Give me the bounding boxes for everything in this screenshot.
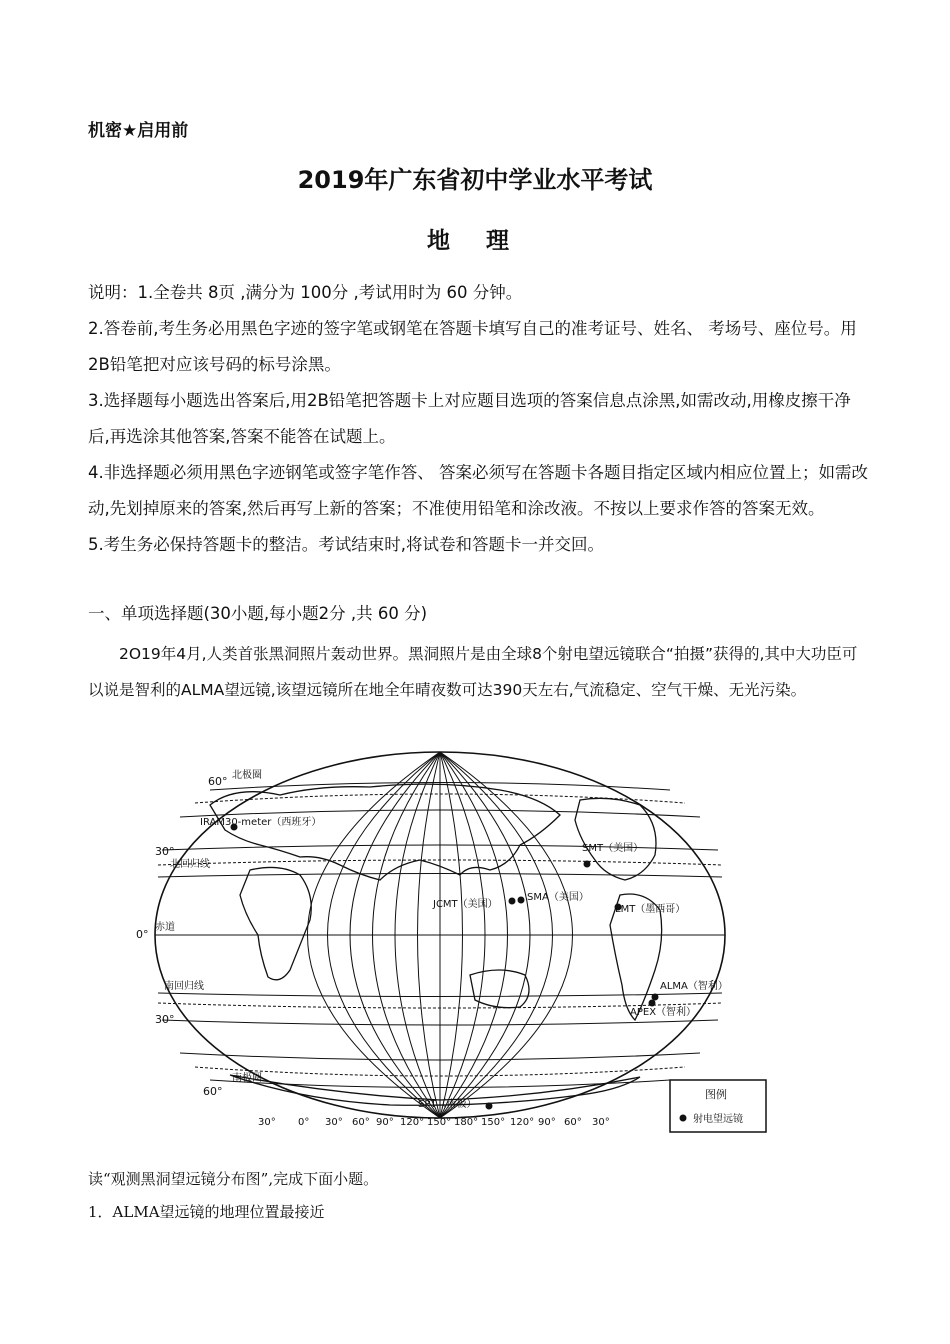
lon-label: 60° (564, 1117, 582, 1128)
telescope-label-sma: SMA（美国） (527, 892, 589, 903)
zone-label-cancer: 北回归线 (170, 859, 210, 870)
zone-label-antarctic: 南极圈 (232, 1073, 262, 1084)
lon-label: 150° (427, 1117, 452, 1128)
lon-label: 90° (376, 1117, 394, 1128)
lon-label: 0° (298, 1117, 310, 1128)
exam-title: 2019年广东省初中学业水平考试 (297, 166, 653, 194)
telescope-label-apex: APEX（智利） (630, 1007, 697, 1018)
zone-label-arctic: 北极圈 (232, 770, 262, 781)
lon-label: 60° (352, 1117, 370, 1128)
world-map (136, 745, 780, 1140)
legend-title: 图例 (705, 1088, 727, 1101)
lat-label-30n: 30° (155, 845, 175, 858)
australia-shape (470, 970, 529, 1008)
lat-label-60n: 60° (208, 775, 228, 788)
confidential-label: 机密★启用前 (88, 121, 189, 141)
lat-label-0: 0° (136, 928, 149, 941)
telescope-dot-sma (518, 897, 525, 904)
subject-title: 地 理 (426, 228, 523, 254)
instructions (88, 275, 868, 563)
telescope-dot-jcmt (509, 898, 516, 905)
telescope-label-iram: IRAM30-meter（西班牙） (200, 817, 322, 828)
lon-label: 120° (400, 1117, 425, 1128)
telescope-dot-spt (486, 1103, 493, 1110)
lon-label: 180° (454, 1117, 479, 1128)
map-caption: 读“观测黑洞望远镜分布图”,完成下面小题。 (88, 1170, 379, 1188)
telescope-label-spt: SPT（南极） (418, 1099, 477, 1110)
question-1: 1．ALMA望远镜的地理位置最接近 (88, 1203, 325, 1221)
legend-dot (680, 1115, 687, 1122)
telescope-dot-alma (652, 994, 659, 1001)
telescope-dot-smt (584, 861, 591, 868)
telescope-markers (200, 815, 728, 1110)
lat-label-30s: 30° (155, 1013, 175, 1026)
lat-label-60s: 60° (203, 1085, 223, 1098)
telescope-label-alma: ALMA（智利） (660, 981, 728, 992)
section-title: 一、单项选择题(30小题,每小题2分 ,共 60 分) (88, 604, 428, 623)
telescope-label-smt: SMT（美国） (582, 843, 644, 854)
telescope-label-lmt: LMT（墨西哥） (615, 904, 686, 915)
zone-label-capricorn: 南回归线 (164, 981, 204, 992)
lon-label: 30° (325, 1117, 343, 1128)
lon-label: 150° (481, 1117, 506, 1128)
legend-item-label: 射电望远镜 (693, 1114, 743, 1125)
instruction-1: 说明：1.全卷共 8页 ,满分为 100分 ,考试用时为 60 分钟。 (88, 283, 523, 302)
longitude-labels (258, 1117, 610, 1128)
map-legend (670, 1080, 766, 1132)
instruction-4: 4.非选择题必须用黑色字迹钢笔或签字笔作答、 答案必须写在答题卡各题目指定区域内相应位置上；如需改动,先划掉原来的答案,然后再写上新的答案；不准使用铅笔和涂改液。不按以上要求作答的答案无效。 (88, 463, 868, 518)
lon-label: 90° (538, 1117, 556, 1128)
telescope-dot-apex (649, 1000, 656, 1007)
lon-label: 30° (592, 1117, 610, 1128)
telescope-label-jcmt: JCMT（美国） (433, 899, 498, 910)
instruction-3: 3.选择题每小题选出答案后,用2B铅笔把答题卡上对应题目选项的答案信息点涂黑,如需改动,用橡皮擦干净后,再选涂其他答案,答案不能答在试题上。 (88, 391, 851, 446)
instruction-2: 2.答卷前,考生务必用黑色字迹的签字笔或钢笔在答题卡填写自己的准考证号、姓名、 考场号、座位号。用 2B铅笔把对应该号码的标号涂黑。 (88, 319, 857, 374)
lon-label: 120° (510, 1117, 535, 1128)
lon-label: 30° (258, 1117, 276, 1128)
africa-shape (240, 867, 311, 979)
north-america-shape (575, 798, 656, 880)
zone-label-equator: 赤道 (155, 922, 175, 933)
instruction-5: 5.考生务必保持答题卡的整洁。考试结束时,将试卷和答题卡一并交回。 (88, 535, 604, 554)
passage: 2O19年4月,人类首张黑洞照片轰动世界。黑洞照片是由全球8个射电望远镜联合“拍摄”获得的,其中大功臣可以说是智利的ALMA望远镜,该望远镜所在地全年晴夜数可达390天左右,气流稳定、空气干燥、无光污染。 (88, 645, 858, 699)
